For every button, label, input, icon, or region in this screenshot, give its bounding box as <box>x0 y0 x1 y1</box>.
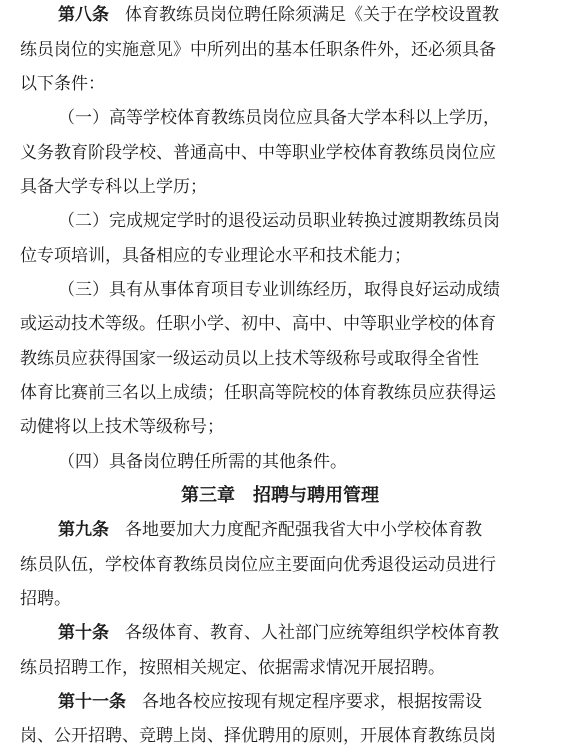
article8-item1-line1: （一）高等学校体育教练员岗位应具备大学本科以上学历， <box>58 108 500 128</box>
article8-item2-line2: 位专项培训，具备相应的专业理论水平和技术能力； <box>20 246 411 266</box>
article8-line1 <box>58 3 499 27</box>
article9-label: 第九条 <box>58 520 109 540</box>
article8-item3-line2: 或运动技术等级。任职小学、初中、高中、中等职业学校的体育 <box>20 314 496 334</box>
article8-item1-line2: 义务教育阶段学校、普通高中、中等职业学校体育教练员岗位应 <box>20 143 496 163</box>
article9-line3: 招聘。 <box>20 589 71 609</box>
article10-line1-text: 各级体育、教育、人社部门应统筹组织学校体育教 <box>125 623 499 643</box>
article8-label: 第八条 <box>58 5 109 25</box>
article8-item1-line3: 具备大学专科以上学历； <box>20 177 207 197</box>
article11-line1-text: 各地各校应按现有规定程序要求，根据按需设 <box>142 692 482 712</box>
article8-item3-line4: 体育比赛前三名以上成绩；任职高等院校的体育教练员应获得运 <box>20 383 496 403</box>
article8-line2: 练员岗位的实施意见》中所列出的基本任职条件外，还必须具备 <box>20 40 496 60</box>
article10-line2: 练员招聘工作，按照相关规定、依据需求情况开展招聘。 <box>20 658 445 678</box>
chapter-heading: 第三章 招聘与聘用管理 <box>181 485 379 506</box>
article8-item3-line3: 教练员应获得国家一级运动员以上技术等级称号或取得全省性 <box>20 349 479 369</box>
article10-label: 第十条 <box>58 623 109 643</box>
article8-line3: 以下条件： <box>20 74 105 94</box>
article8-item3-line5: 动健将以上技术等级称号； <box>20 417 224 437</box>
article8-item2-line1: （二）完成规定学时的退役运动员职业转换过渡期教练员岗 <box>58 211 500 231</box>
article11-label: 第十一条 <box>58 692 126 712</box>
article8-item3-line1: （三）具有从事体育项目专业训练经历，取得良好运动成绩 <box>58 280 500 300</box>
article9-line2: 练员队伍，学校体育教练员岗位应主要面向优秀退役运动员进行 <box>20 555 496 575</box>
article8-item4: （四）具备岗位聘任所需的其他条件。 <box>58 452 347 472</box>
article8-line1-text: 体育教练员岗位聘任除须满足《关于在学校设置教 <box>125 5 499 25</box>
article9-line1-text: 各地要加大力度配齐配强我省大中小学校体育教 <box>125 520 482 540</box>
article10-line1 <box>58 621 499 645</box>
article9-line1 <box>58 518 482 542</box>
article11-line2: 岗、公开招聘、竞聘上岗、择优聘用的原则，开展体育教练员岗 <box>20 726 496 746</box>
article11-line1 <box>58 690 482 714</box>
